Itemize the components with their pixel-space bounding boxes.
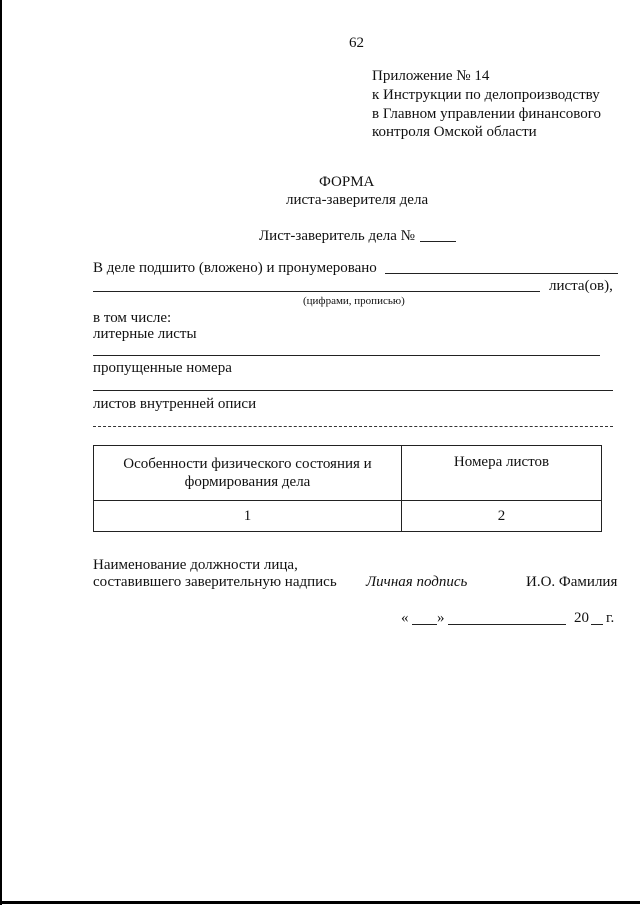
position-line-1: Наименование должности лица, [93,557,298,573]
table-header-features [94,446,402,501]
page-bottom-border [0,901,640,904]
inner-inventory-label: листов внутренней описи [93,396,257,412]
date-year-prefix: 20 [574,610,589,626]
page-number: 62 [349,35,364,51]
sheet-title: Лист-заверитель дела № [259,228,415,244]
inner-inventory-blank [93,426,613,427]
form-subtitle: листа-заверителя дела [286,192,429,208]
personal-signature: Личная подпись [366,574,468,590]
date-year-blank [591,624,603,625]
date-day-blank [412,624,437,625]
table-cell-num-2: 2 [402,501,602,532]
date-quote-close: » [437,610,445,626]
sewn-text: В деле подшито (вложено) и пронумеровано [93,260,377,276]
appendix-line-3: в Главном управлении финансового [372,106,602,122]
appendix-line-1: Приложение № 14 [372,68,490,84]
table-header-sheet-numbers: Номера листов [402,446,602,501]
case-number-blank [420,241,456,242]
missing-numbers-blank [93,390,613,391]
sheets-suffix: листа(ов), [549,278,613,294]
appendix-line-4: контроля Омской области [372,124,537,140]
table-row [94,501,602,532]
table-cell-num-1: 1 [94,501,402,532]
date-quote-open: « [401,610,409,626]
appendix-line-2: к Инструкции по делопроизводству [372,87,600,103]
missing-numbers-label: пропущенные номера [93,360,232,376]
position-line-2: составившего заверительную надпись [93,574,337,590]
condition-table [93,445,602,532]
page-left-border [0,0,2,905]
including-label: в том числе: [93,310,172,326]
features-header-line-2: формирования дела [184,474,311,490]
sewn-count-blank [385,273,618,274]
date-year-suffix: г. [606,610,615,626]
hint-text: (цифрами, прописью) [303,295,405,307]
letter-sheets-blank [93,355,600,356]
signer-name: И.О. Фамилия [526,574,618,590]
letter-sheets-label: литерные листы [93,326,197,342]
form-title: ФОРМА [319,174,375,190]
features-header-line-1: Особенности физического состояния и [123,456,372,472]
date-month-blank [448,624,566,625]
table-header-row [94,446,602,501]
